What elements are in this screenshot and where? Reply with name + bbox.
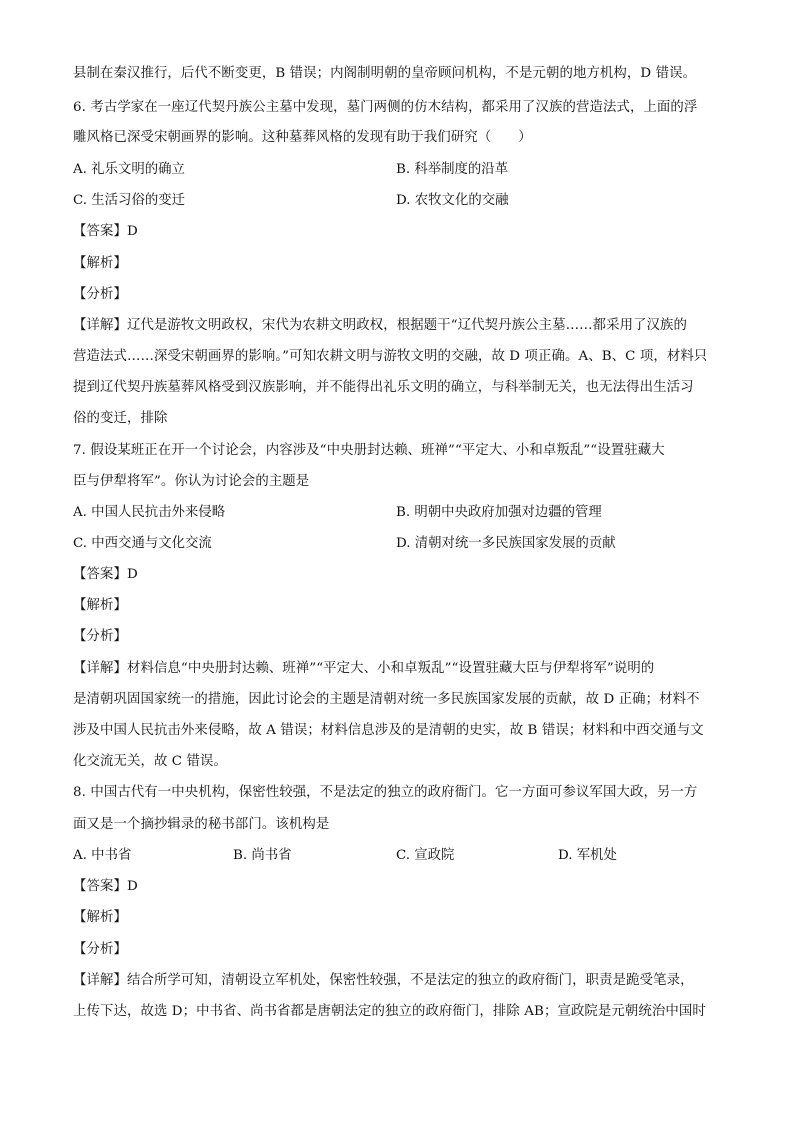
- question-6-stem: 6. 考古学家在一座辽代契丹族公主墓中发现，墓门两侧的仿木结构，都采用了汉族的营造法式，上面的浮: [73, 100, 698, 115]
- question-8-stem: 8. 中国古代有一中央机构，保密性较强，不是法定的独立的政府衙门。它一方面可参议军国大政，另一方: [73, 785, 698, 800]
- explanation-line: 【详解】材料信息“中央册封达赖、班禅”“平定大、小和卓叛乱”“设置驻藏大臣与伊犁将军”说明的: [73, 661, 655, 676]
- analysis-sub-label: 【分析】: [73, 287, 127, 302]
- q7-option-c: C. 中西交通与文化交流: [73, 536, 212, 551]
- q6-option-a: A. 礼乐文明的确立: [73, 162, 185, 177]
- analysis-sub-label: 【分析】: [73, 629, 127, 644]
- question-7-stem: 臣与伊犁将军”。你认为讨论会的主题是: [73, 474, 310, 489]
- q6-option-b: B. 科举制度的沿革: [396, 162, 509, 177]
- q8-option-c: C. 宣政院: [396, 848, 455, 863]
- q8-option-b: B. 尚书省: [233, 848, 292, 863]
- explanation-line: 涉及中国人民抗击外来侵略，故 A 错误；材料信息涉及的是清朝的史实，故 B 错误；材料和中西交通与文: [73, 723, 704, 738]
- explanation-line: 提到辽代契丹族墓葬风格受到汉族影响，并不能得出礼乐文明的确立，与科举制无关，也无法得出生活习: [73, 380, 694, 395]
- explanation-line: 营造法式……深受宋朝画界的影响。”可知农耕文明与游牧文明的交融，故 D 项正确。A、B、C 项，材料只: [73, 349, 708, 364]
- explanation-line: 【详解】辽代是游牧文明政权，宋代为农耕文明政权，根据题干“辽代契丹族公主墓……都采用了汉族的: [73, 318, 688, 333]
- q8-option-d: D. 军机处: [558, 848, 617, 863]
- q6-option-d: D. 农牧文化的交融: [396, 193, 509, 208]
- question-8-stem: 面又是一个摘抄辑录的秘书部门。该机构是: [73, 817, 330, 832]
- analysis-label: 【解析】: [73, 598, 127, 613]
- q8-option-a: A. 中书省: [73, 848, 132, 863]
- q6-option-c: C. 生活习俗的变迁: [73, 193, 186, 208]
- answer-label: 【答案】D: [73, 879, 138, 894]
- q7-option-a: A. 中国人民抗击外来侵略: [73, 505, 226, 520]
- explanation-line: 俗的变迁，排除: [73, 411, 168, 426]
- explanation-line: 上传下达，故选 D；中书省、尚书省都是唐朝法定的独立的政府衙门，排除 AB；宣政院是元朝统治中国时: [73, 1004, 706, 1019]
- explanation-line: 【详解】结合所学可知，清朝设立军机处，保密性较强，不是法定的独立的政府衙门，职责是跪受笔录，: [73, 973, 694, 988]
- q7-option-b: B. 明朝中央政府加强对边疆的管理: [396, 505, 602, 520]
- answer-label: 【答案】D: [73, 224, 138, 239]
- answer-label: 【答案】D: [73, 567, 138, 582]
- explanation-line: 化交流无关，故 C 错误。: [73, 754, 227, 769]
- question-7-stem: 7. 假设某班正在开一个讨论会，内容涉及“中央册封达赖、班禅”“平定大、小和卓叛乱”“设置驻藏大: [73, 443, 665, 458]
- analysis-sub-label: 【分析】: [73, 942, 127, 957]
- analysis-label: 【解析】: [73, 256, 127, 271]
- q7-option-d: D. 清朝对统一多民族国家发展的贡献: [396, 536, 616, 551]
- analysis-label: 【解析】: [73, 910, 127, 925]
- question-6-stem: 雕风格已深受宋朝画界的影响。这种墓葬风格的发现有助于我们研究（ ）: [73, 130, 532, 145]
- text-line: 县制在秦汉推行，后代不断变更，B 错误；内阁制明朝的皇帝顾问机构，不是元朝的地方机构，D 错误。: [73, 66, 697, 81]
- explanation-line: 是清朝巩固国家统一的措施，因此讨论会的主题是清朝对统一多民族国家发展的贡献，故 D 正确；材料不: [73, 692, 700, 707]
